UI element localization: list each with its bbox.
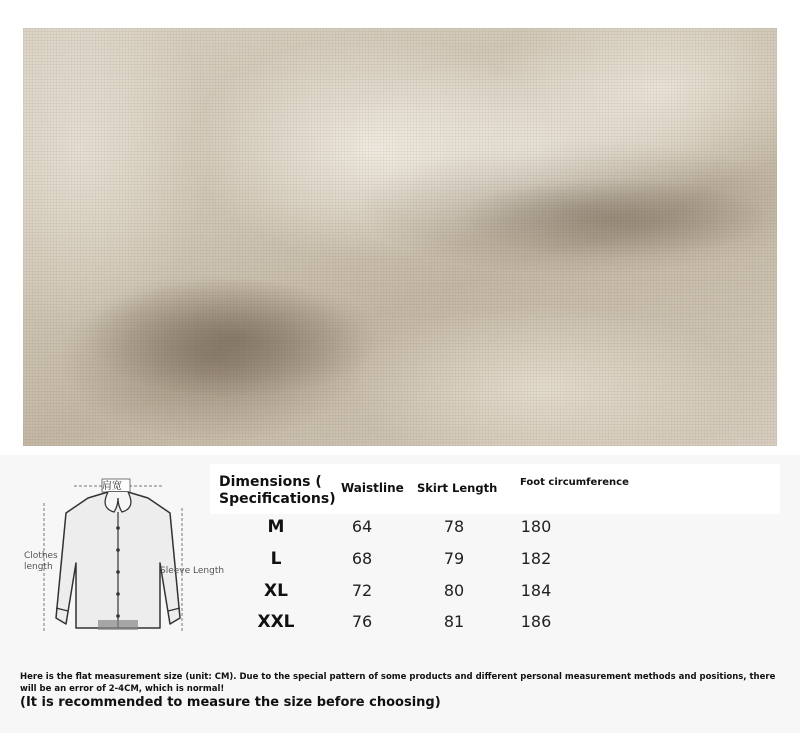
waistline-value: 72 <box>351 581 373 600</box>
header-waistline: Waistline <box>341 481 404 495</box>
size-label: XXL <box>257 612 295 632</box>
skirt-length-value: 79 <box>443 549 465 568</box>
foot-circumference-value: 182 <box>520 549 552 568</box>
waistline-value: 76 <box>351 612 373 631</box>
size-label: M <box>267 517 285 537</box>
foot-circumference-value: 184 <box>520 581 552 600</box>
recommendation-text: (It is recommended to measure the size before choosing) <box>20 695 441 710</box>
foot-circumference-value: 186 <box>520 612 552 631</box>
skirt-length-value: 78 <box>443 517 465 536</box>
header-skirt-length: Skirt Length <box>417 481 498 495</box>
sleeve-length-label: Sleeve Length <box>160 566 225 576</box>
size-label: XL <box>264 581 288 601</box>
skirt-length-value: 81 <box>443 612 465 631</box>
clothes-length-label: Clothes length <box>24 551 58 572</box>
foot-circumference-value: 180 <box>520 517 552 536</box>
header-foot-circumference: Foot circumference <box>520 477 629 488</box>
waistline-value: 68 <box>351 549 373 568</box>
header-dimensions: Dimensions ( Specifications) <box>219 474 336 507</box>
waistline-value: 64 <box>351 517 373 536</box>
measurement-note: Here is the flat measurement size (unit: CM). Due to the special pattern of some products and different personal measurement methods and positions, there will be an error of 2-4CM, which is normal! <box>20 672 776 694</box>
shoulder-width-label: 肩宽 <box>102 481 122 492</box>
size-label: L <box>270 549 282 569</box>
skirt-length-value: 80 <box>443 581 465 600</box>
linen-fabric-photo <box>23 28 777 446</box>
